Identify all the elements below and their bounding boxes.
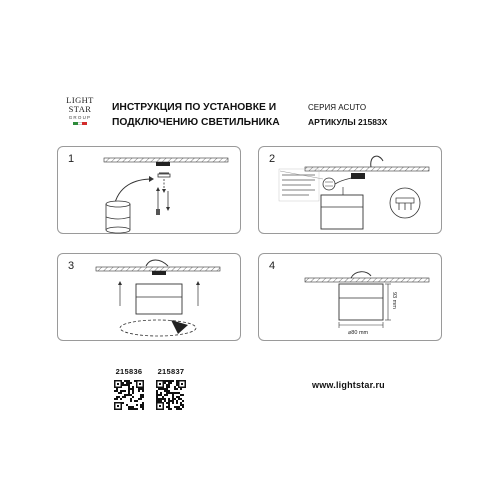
ceiling (104, 158, 228, 162)
logo-text-light: LIGHT (66, 95, 94, 105)
articles-label: АРТИКУЛЫ 21583X (308, 117, 388, 127)
screw (156, 209, 160, 215)
ceiling (305, 278, 429, 282)
step-number: 4 (269, 260, 276, 272)
step-4-illustration (259, 254, 443, 342)
step-number: 1 (68, 153, 75, 165)
qr-block-215836 (114, 367, 144, 415)
ceiling (96, 267, 220, 271)
italian-flag-icon (73, 122, 87, 125)
logo-text-group: GROUP (68, 115, 92, 120)
step-1-illustration (58, 147, 242, 235)
mains-wire (371, 156, 383, 167)
step-2-panel (258, 146, 442, 234)
step-2-illustration (259, 147, 443, 235)
lamp-body (339, 284, 383, 320)
step-number: 2 (269, 153, 276, 165)
qr-code-icon[interactable] (114, 380, 144, 410)
step-4-panel (258, 253, 442, 341)
step-3-panel (57, 253, 241, 341)
lamp-body (321, 195, 363, 229)
step-3-illustration (58, 254, 242, 342)
qr-code-icon[interactable] (156, 380, 186, 410)
qr-label: 215836 (115, 367, 143, 376)
lamp-body (136, 284, 182, 314)
diameter-label: ⌀80 mm (348, 330, 369, 336)
lamp-top (106, 201, 130, 207)
step-number: 3 (68, 260, 75, 272)
qr-label: 215837 (157, 367, 185, 376)
bracket (158, 174, 170, 177)
mounting-plate (152, 271, 166, 275)
step-1-panel (57, 146, 241, 234)
driver (351, 173, 365, 179)
terminal-block-icon (323, 178, 335, 190)
title-line-1: ИНСТРУКЦИЯ ПО УСТАНОВКЕ И (112, 102, 277, 113)
ceiling (305, 167, 429, 171)
mounting-plate (156, 162, 170, 166)
qr-block-215837 (156, 367, 186, 415)
brand-logo (60, 96, 100, 125)
series-label: СЕРИЯ ACUTO (308, 103, 367, 112)
title-line-2: ПОДКЛЮЧЕНИЮ СВЕТИЛЬНИКА (112, 116, 280, 128)
height-label: 93 mm (391, 292, 397, 309)
logo-text-star: STAR (68, 104, 92, 114)
website-link[interactable]: www.lightstar.ru (312, 380, 385, 390)
page-title (112, 101, 280, 130)
